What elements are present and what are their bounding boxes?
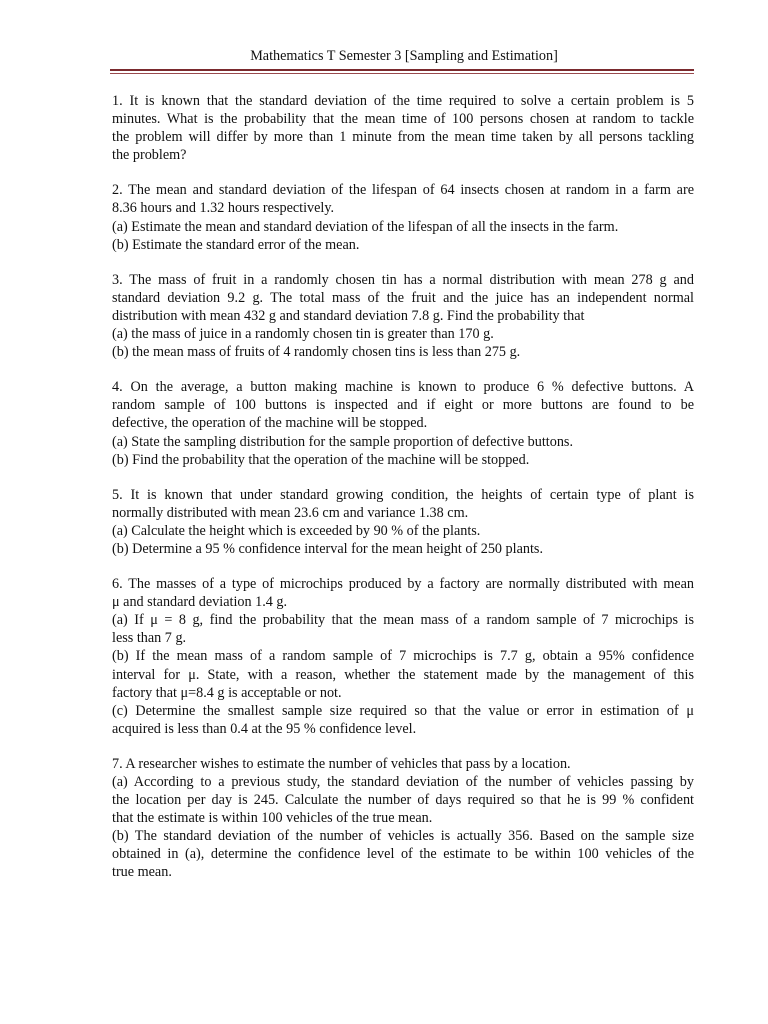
- question-text-line: 6. The masses of a type of microchips produced by a factory are normally distributed with mean: [112, 576, 694, 593]
- header-rule: [110, 69, 694, 71]
- question-text-line: (b) the mean mass of fruits of 4 randomly chosen tins is less than 275 g.: [112, 344, 521, 361]
- question-text-line: μ and standard deviation 1.4 g.: [112, 594, 288, 611]
- question-6: [112, 575, 694, 738]
- question-text-line: minutes. What is the probability that the mean time of 100 persons chosen at random to tackle: [112, 111, 694, 128]
- question-3: [112, 271, 694, 361]
- question-text-line: obtained in (a), determine the confidence level of the estimate to be within 100 vehicles of the: [112, 846, 694, 863]
- question-text-line: defective, the operation of the machine will be stopped.: [112, 415, 428, 432]
- question-1: [112, 92, 694, 164]
- question-text-line: 4. On the average, a button making machine is known to produce 6 % defective buttons. A: [112, 379, 694, 396]
- question-text-line: the location per day is 245. Calculate the number of days required so that he is 99 % confident: [112, 792, 694, 809]
- question-text-line: 8.36 hours and 1.32 hours respectively.: [112, 200, 335, 217]
- question-text-line: 3. The mass of fruit in a randomly chosen tin has a normal distribution with mean 278 g and: [112, 271, 694, 288]
- question-text-line: the problem will differ by more than 1 minute from the mean time taken by all persons tackling: [112, 129, 694, 146]
- question-5: [112, 486, 694, 558]
- question-7: [112, 755, 694, 882]
- question-text-line: interval for μ. State, with a reason, whether the statement made by the management of this: [112, 666, 694, 683]
- question-text-line: 5. It is known that under standard growing condition, the heights of certain type of plant is: [112, 486, 694, 503]
- question-text-line: 1. It is known that the standard deviation of the time required to solve a certain problem is 5: [112, 93, 694, 109]
- question-text-line: acquired is less than 0.4 at the 95 % confidence level.: [112, 720, 417, 737]
- question-text-line: (a) State the sampling distribution for the sample proportion of defective buttons.: [112, 433, 573, 450]
- question-text-line: normally distributed with mean 23.6 cm and variance 1.38 cm.: [112, 504, 469, 521]
- question-text-line: random sample of 100 buttons is inspected and if eight or more buttons are found to be: [112, 397, 694, 414]
- question-text-line: 7. A researcher wishes to estimate the number of vehicles that pass by a location.: [112, 755, 571, 772]
- question-text-line: (b) Determine a 95 % confidence interval for the mean height of 250 plants.: [112, 540, 543, 557]
- question-text-line: (a) According to a previous study, the standard deviation of the number of vehicles passing by: [112, 774, 694, 790]
- question-text-line: true mean.: [112, 864, 172, 881]
- question-text-line: less than 7 g.: [112, 630, 187, 647]
- question-text-line: (b) Estimate the standard error of the mean.: [112, 236, 360, 253]
- question-text-line: (a) Calculate the height which is exceeded by 90 % of the plants.: [112, 522, 481, 539]
- question-2: [112, 181, 694, 253]
- question-text-line: distribution with mean 432 g and standard deviation 7.8 g. Find the probability that: [112, 307, 585, 324]
- question-text-line: (a) Estimate the mean and standard deviation of the lifespan of all the insects in the farm.: [112, 218, 619, 235]
- question-text-line: the problem?: [112, 147, 187, 164]
- page-header-title: Mathematics T Semester 3 [Sampling and Estimation]: [250, 48, 558, 64]
- question-text-line: (b) If the mean mass of a random sample of 7 microchips is 7.7 g, obtain a 95% confidence: [112, 648, 694, 665]
- question-text-line: (a) If μ = 8 g, find the probability that the mean mass of a random sample of 7 microchips is: [112, 612, 694, 629]
- question-text-line: 2. The mean and standard deviation of the lifespan of 64 insects chosen at random in a farm are: [112, 182, 694, 199]
- question-text-line: factory that μ=8.4 g is acceptable or not.: [112, 684, 342, 701]
- question-text-line: standard deviation 9.2 g. The total mass of the fruit and the juice has an independent normal: [112, 289, 694, 306]
- question-text-line: (b) The standard deviation of the number of vehicles is actually 356. Based on the sample size: [112, 828, 694, 845]
- question-4: [112, 378, 694, 468]
- header-rule-secondary: [110, 73, 694, 74]
- question-text-line: (c) Determine the smallest sample size required so that the value or error in estimation of μ: [112, 702, 694, 719]
- question-text-line: that the estimate is within 100 vehicles of the true mean.: [112, 810, 433, 827]
- question-text-line: (a) the mass of juice in a randomly chosen tin is greater than 170 g.: [112, 326, 494, 343]
- question-list: [112, 92, 694, 899]
- question-text-line: (b) Find the probability that the operation of the machine will be stopped.: [112, 451, 530, 468]
